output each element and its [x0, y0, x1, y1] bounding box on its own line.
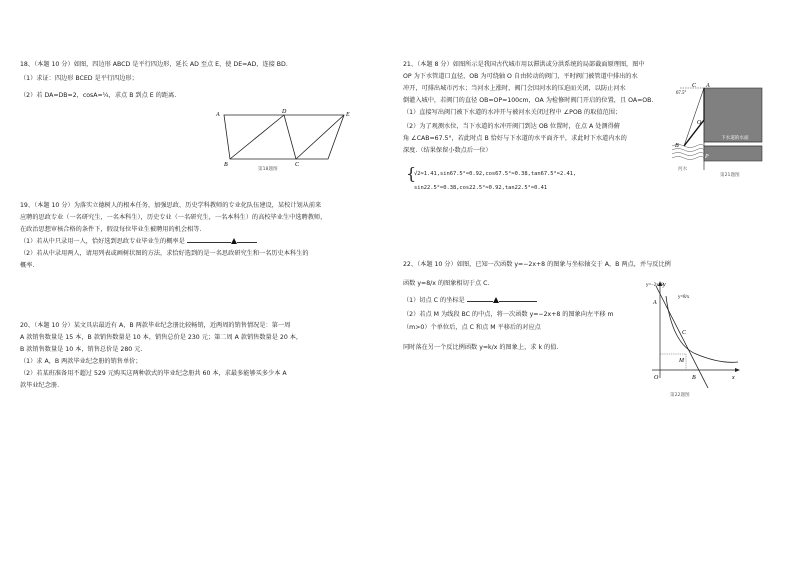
q20-part2: （2）若某班准备用不超过 529 元购买这两种款式的毕业纪念册共 60 本，求最多能够买多少本 A [20, 370, 287, 377]
q19-answer-blank-tail [237, 242, 257, 243]
q22-figure [626, 278, 742, 390]
q18-label-e: E [346, 112, 350, 118]
q21-line8: 深度.（结果保留小数点后一位） [403, 147, 492, 154]
q22-line6: 同时落在另一个反比例函数 y=k/x 的图象上，求 k 的值. [403, 344, 559, 351]
q22-caption: 第22题图 [670, 393, 690, 398]
q18-caption: 第18题图 [258, 167, 278, 172]
q22-part1 [403, 296, 537, 306]
q22-label-m: M [679, 358, 684, 364]
q21-sight-line [684, 88, 704, 146]
q21-line1: 21、（本题 8 分）如图所示是我国古代城市用以滞洪或分洪系统的局部截面原理图，图中 [403, 61, 645, 68]
q19-line1: 19、（本题 10 分）为落实立德树人的根本任务，加强思政、历史学科教师的专业化队伍建设，某校计划从前来 [20, 202, 322, 209]
q18-part1: （1）求证：四边形 BCED 是平行四边形； [20, 75, 138, 82]
q21-river-wave4 [672, 157, 704, 160]
q21-figure [672, 80, 772, 172]
q22-curve [666, 296, 738, 362]
q22-label-b: B [692, 375, 696, 381]
q21-label-a: A [706, 83, 710, 89]
q19-part2: （2）若从中录用两人，请用列表或画树状图的方法，求恰好选到的是一名思政研究生和一名历史本科生的 [20, 250, 309, 257]
q20-line6: 款毕业纪念册. [20, 382, 60, 389]
q21-label-o: O [697, 120, 702, 126]
q18-part2: （2）若 DA=DB=2，cosA=¼，求点 B 到点 E 的距离. [20, 92, 177, 99]
q22-x-arrow [735, 368, 740, 372]
q22-line [656, 286, 708, 388]
q21-river-label: 河水 [678, 166, 688, 171]
q21-caption: 第21题图 [720, 173, 740, 178]
q18-outline [224, 115, 344, 159]
q21-part2: （2）为了观测水位，当下水道的水冲开阀门到达 OB 位置时，在点 A 处测得俯 [403, 123, 620, 130]
q21-line2: OP 为下水管道口直径，OB 为可绕轴 O 自由转动的阀门，平时阀门被管道中排出的水 [403, 73, 638, 80]
q21-river-wave3 [672, 153, 704, 156]
q18-label-a: A [216, 112, 220, 118]
q21-line4: 倒灌入城中，若阀门的直径 OB=OP=100cm，OA 为检修时阀门开启的位置，且 OA=OB. [403, 97, 654, 104]
q21-line7: 角 ∠CAB=67.5°，若此时点 B 恰好与下水道的水平面齐平，求此时下水道内水的 [403, 135, 627, 142]
q21-pipe-floor [704, 146, 762, 161]
q18-segment-bd [230, 115, 284, 159]
q19-part1-text: （1）若从中只录用一人，恰好选到思政专业毕业生的概率是 [20, 238, 185, 245]
q22-line5: （m>0）个单位后，点 C 和点 M 平移后的对应点 [403, 324, 541, 331]
q19-part1 [20, 237, 257, 247]
q22-label-x: x [732, 375, 735, 381]
q20-line3: B 款销售数量是 10 本，销售总价是 280 元. [20, 346, 143, 353]
q19-line6: 概率. [20, 262, 35, 269]
q21-label-b: B [675, 143, 679, 149]
q22-label-a: A [653, 300, 657, 306]
q22-label-y: y [663, 282, 666, 288]
q22-line-label: y=−2x+8 [646, 283, 664, 288]
q20-line2: A 款销售数量是 15 本，B 款销售数量是 10 本，销售总价是 230 元；第二周 A 款销售数量是 20 本， [20, 334, 303, 341]
q18-label-c: C [295, 162, 300, 168]
triangle-icon [493, 297, 499, 303]
q22-curve-label: y=8/x [678, 295, 690, 300]
q22-answer-blank[interactable] [467, 301, 493, 302]
triangle-icon [231, 238, 237, 244]
q21-data-brace: { [406, 164, 417, 183]
q22-label-c: C [682, 330, 687, 336]
q21-data-line1: √2≈1.41,sin67.5°≈0.92,cos67.5°≈0.38,tan67.5°≈2.41, [414, 171, 577, 178]
q22-part1-text: （1）切点 C 的坐标是 [403, 297, 465, 304]
q19-answer-blank[interactable] [187, 242, 231, 243]
q22-answer-blank-tail [499, 301, 537, 302]
q21-wall [704, 88, 762, 142]
q21-label-c: C [692, 83, 697, 89]
q20-part1: （1）求 A，B 两款毕业纪念册的销售单价； [20, 358, 142, 365]
q21-label-p: P [705, 154, 709, 160]
q21-data-line2: sin22.5°≈0.38,cos22.5°≈0.92,tan22.5°≈0.41 [414, 185, 548, 192]
q21-angle-label: 67.5° [676, 91, 687, 96]
q18-label-d: D [282, 109, 287, 115]
q22-label-o: O [654, 375, 659, 381]
q21-part1: （1）直接写出阀门被下水道的水冲开与被河水关闭过程中 ∠POB 的取值范围； [403, 109, 622, 116]
q19-line3: 在政治思想审核合格的条件下，假设每位毕业生被聘用的机会相等. [20, 226, 202, 233]
q22-line2: 函数 y=8/x 的图象相切于点 C. [403, 280, 490, 287]
q18-segment-dc [284, 115, 296, 159]
q18-line1: 18、（本题 10 分）如图，四边形 ABCD 是平行四边形，延长 AD 至点 E，使 DE=AD，连接 BD. [20, 61, 288, 68]
q22-part2: （2）若点 M 为线段 BC 的中点，将一次函数 y=−2x+8 的图象向左平移 m [403, 311, 614, 318]
q19-line2: 应聘的思政专业（一名研究生，一名本科生），历史专业（一名研究生，一名本科生）的高校毕业生中选聘教师， [20, 214, 327, 221]
q20-line1: 20、（本题 10 分）某文具店最近有 A，B 两款毕业纪念册比较畅销，近两周的销售情况是：第一周 [20, 322, 291, 329]
q18-segment-ce [296, 115, 344, 159]
q18-label-b: B [224, 162, 228, 168]
q18-figure [210, 108, 360, 170]
q21-line3: 冲开，可排出城市污水；当河水上涨时，阀门会因河水的压迫而关闭，以防止河水 [403, 85, 626, 92]
q21-water-label: 下水道的水面 [721, 135, 749, 140]
q22-line1: 22、（本题 10 分）如图，已知一次函数 y=−2x+8 的图象与坐标轴交于 A，B 两点，并与反比例 [403, 261, 671, 268]
